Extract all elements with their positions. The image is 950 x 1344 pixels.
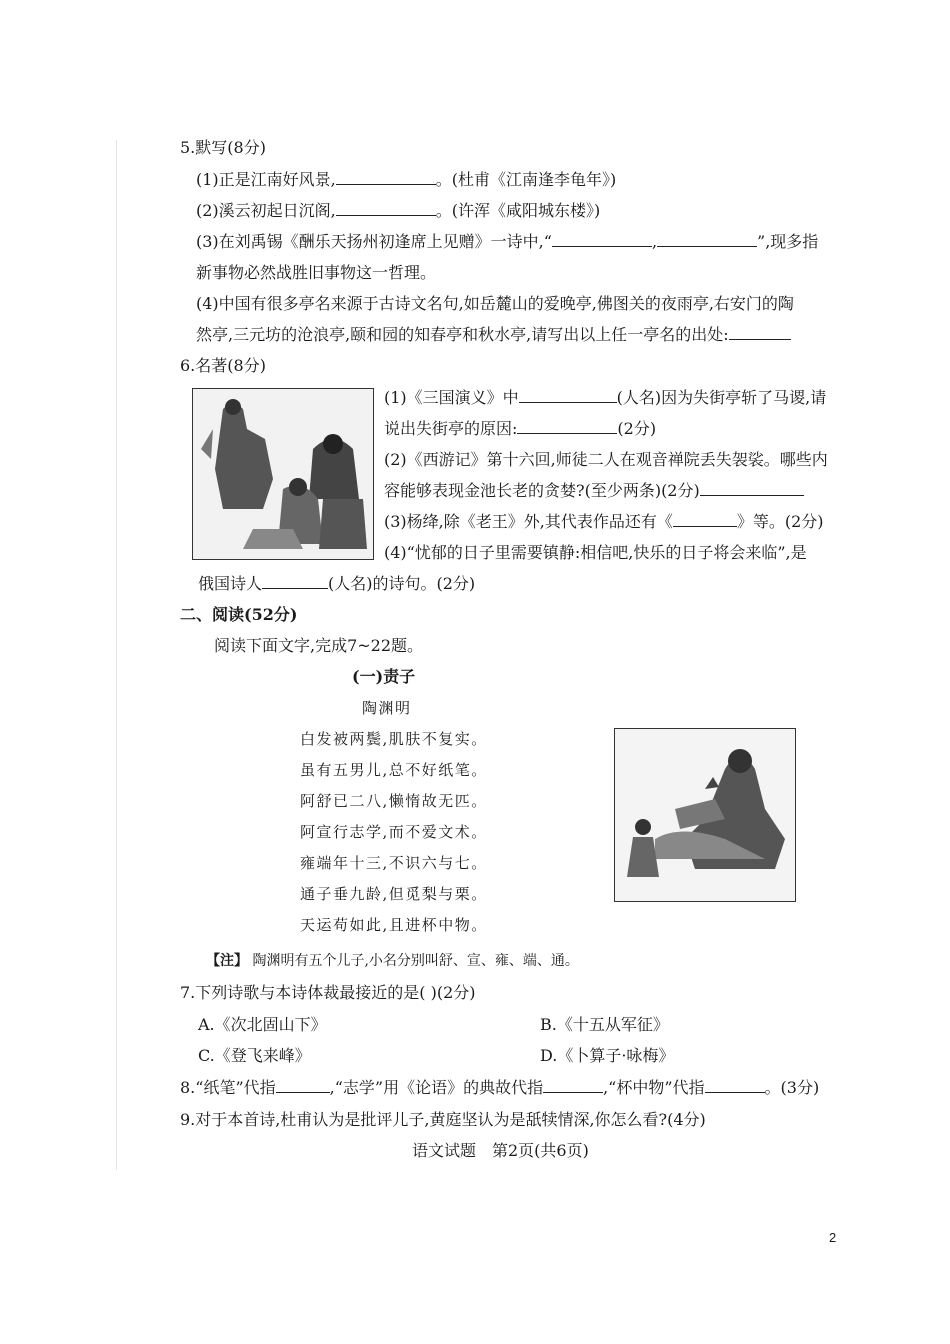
q5-line1: (1)正是江南好风景, 。(杜甫《江南逢李龟年》) <box>196 170 617 189</box>
q9-text: 9.对于本首诗,杜甫认为是批评儿子,黄庭坚认为是舐犊情深,你怎么看?(4分) <box>180 1110 706 1129</box>
q7-option-b[interactable]: B.《十五从军征》 <box>540 1015 669 1034</box>
q6-title: 6.名著(8分) <box>180 356 266 375</box>
answer-blank[interactable] <box>276 1078 330 1093</box>
q8-line: 8.“纸笔”代指 ,“志学”用《论语》的典故代指 ,“杯中物”代指 。(3分) <box>180 1078 820 1097</box>
page-footer: 语文试题 第2页(共6页) <box>412 1141 589 1160</box>
poet-figure-icon <box>615 729 795 901</box>
poet-illustration <box>614 728 796 902</box>
section2-title: 二、阅读(52分) <box>180 605 298 624</box>
q5-line2: (2)溪云初起日沉阁, 。(许浑《咸阳城东楼》) <box>196 201 601 220</box>
q6-line4: (4)“忧郁的日子里需要镇静:相信吧,快乐的日子将会来临”,是 <box>384 543 807 562</box>
q5-line4b: 然亭,三元坊的沧浪亭,颐和园的知春亭和秋水亭,请写出以上任一亭名的出处: <box>196 325 791 345</box>
answer-blank[interactable] <box>336 201 436 216</box>
answer-blank[interactable] <box>673 512 737 527</box>
answer-blank[interactable] <box>657 232 757 247</box>
poem-line: 通子垂九龄,但觅梨与栗。 <box>300 885 488 903</box>
poem-line: 阿宣行志学,而不爱文术。 <box>300 823 488 841</box>
q6-line2: (2)《西游记》第十六回,师徒二人在观音禅院丢失袈裟。哪些内 <box>384 450 828 469</box>
q5-line4: (4)中国有很多亭名来源于古诗文名句,如岳麓山的爱晚亭,佛图关的夜雨亭,右安门的陶 <box>196 294 794 313</box>
page-number: 2 <box>829 1230 837 1245</box>
sanguo-illustration <box>192 388 374 560</box>
q6-line2b: 容能够表现金池长老的贪婪?(至少两条)(2分) <box>384 481 804 501</box>
q7-option-a[interactable]: A.《次北固山下》 <box>198 1015 327 1034</box>
answer-blank[interactable] <box>519 388 617 403</box>
q5-line3b: 新事物必然战胜旧事物这一哲理。 <box>196 263 437 282</box>
section2-intro: 阅读下面文字,完成7~22题。 <box>214 636 424 655</box>
q6-line1: (1)《三国演义》中 (人名)因为失街亭斩了马谡,请 <box>384 388 827 407</box>
answer-blank[interactable] <box>543 1078 603 1093</box>
answer-blank[interactable] <box>729 325 791 340</box>
poem-title: (一)责子 <box>352 667 416 686</box>
q7-option-c[interactable]: C.《登飞来峰》 <box>198 1046 311 1065</box>
figures-illustration-icon <box>193 389 373 559</box>
answer-blank[interactable] <box>552 232 652 247</box>
poem-line: 阿舒已二八,懒惰故无匹。 <box>300 792 488 810</box>
q7-stem: 7.下列诗歌与本诗体裁最接近的是( )(2分) <box>180 983 476 1002</box>
poem-author: 陶渊明 <box>362 699 412 717</box>
poem-line: 雍端年十三,不识六与七。 <box>300 854 488 872</box>
answer-blank[interactable] <box>517 419 617 434</box>
q6-line1b: 说出失街亭的原因: (2分) <box>384 419 657 438</box>
answer-blank[interactable] <box>705 1078 765 1093</box>
poem-line: 天运苟如此,且进杯中物。 <box>300 916 488 934</box>
q6-line3: (3)杨绛,除《老王》外,其代表作品还有《 》等。(2分) <box>384 512 824 531</box>
answer-blank[interactable] <box>700 481 804 496</box>
poem-line: 虽有五男儿,总不好纸笔。 <box>300 761 488 779</box>
poem-line: 白发被两鬓,肌肤不复实。 <box>300 730 488 748</box>
q7-option-d[interactable]: D.《卜算子·咏梅》 <box>540 1046 675 1065</box>
q5-title: 5.默写(8分) <box>180 138 266 157</box>
answer-blank[interactable] <box>336 170 436 185</box>
poem-note: 【注】 陶渊明有五个儿子,小名分别叫舒、宣、雍、端、通。 <box>206 953 579 969</box>
answer-blank[interactable] <box>262 574 328 589</box>
scan-edge <box>116 140 117 1170</box>
q5-line3: (3)在刘禹锡《酬乐天扬州初逢席上见赠》一诗中,“ , ”,现多指 <box>196 232 819 251</box>
q6-line4b: 俄国诗人 (人名)的诗句。(2分) <box>198 574 476 593</box>
